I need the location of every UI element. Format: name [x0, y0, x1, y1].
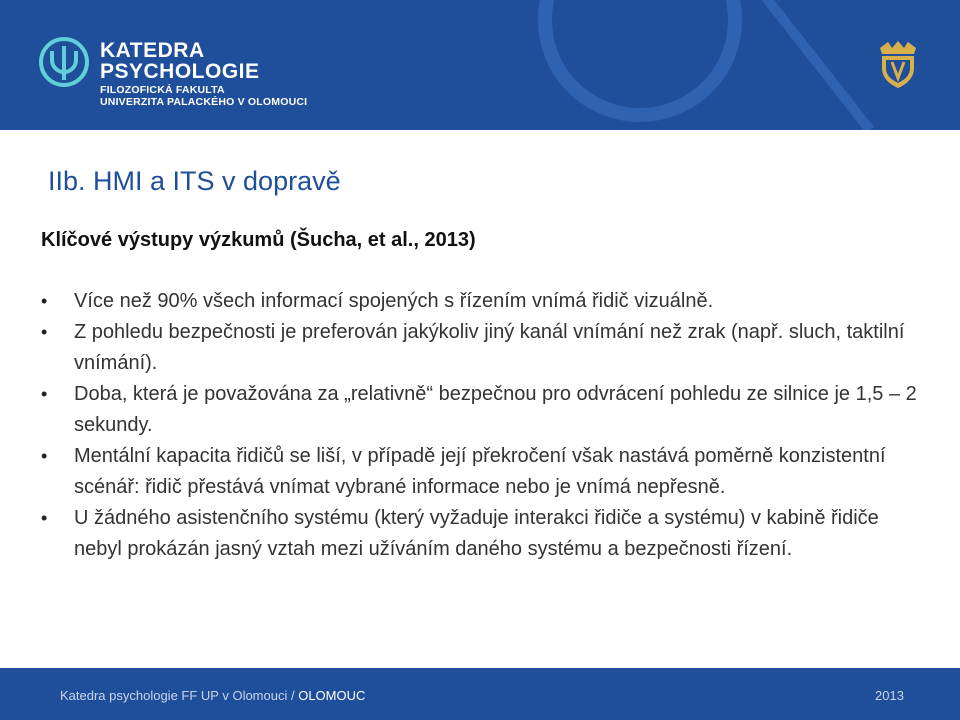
- footer-credit: [60, 688, 365, 704]
- brand-line-2: PSYCHOLOGIE: [100, 60, 260, 83]
- bullet-text: Doba, která je považována za „relativně“ bezpečnou pro odvrácení pohledu ze silnice je 1,5 – 2 sekundy.: [74, 383, 917, 436]
- bullet-item: [40, 503, 920, 565]
- slide-header: [0, 0, 960, 130]
- bullet-dot-icon: •: [41, 384, 48, 404]
- bullet-text: Mentální kapacita řidičů se liší, v případě její překročení však nastává poměrně konzistentní scénář: řidič přestává vnímat vybrané informace nebo je vnímá nepřesně.: [74, 445, 886, 498]
- psi-logo-icon: [38, 36, 90, 88]
- brand-line-1: KATEDRA: [100, 39, 205, 62]
- slide-footer: [0, 668, 960, 720]
- bullet-item: [40, 441, 920, 503]
- footer-city: OLOMOUC: [298, 688, 366, 703]
- bullet-dot-icon: •: [41, 291, 48, 311]
- slide-title: IIb. HMI a ITS v dopravě: [48, 166, 341, 196]
- bullet-text: U žádného asistenčního systému (který vyžaduje interakci řidiče a systému) v kabině řidiče nebyl prokázán jasný vztah mezi užíváním daného systému a bezpečnosti řízení.: [74, 507, 879, 560]
- bullet-text: Z pohledu bezpečnosti je preferován jakýkoliv jiný kanál vnímání než zrak (např. sluch, taktilní vnímání).: [74, 321, 905, 374]
- slide-subtitle: Klíčové výstupy výzkumů (Šucha, et al., 2013): [41, 229, 476, 251]
- footer-year: 2013: [875, 688, 904, 703]
- bullet-dot-icon: •: [41, 508, 48, 528]
- bullet-item: [40, 286, 920, 317]
- bullet-item: [40, 317, 920, 379]
- bullet-text: Více než 90% všech informací spojených s řízením vnímá řidič vizuálně.: [74, 290, 714, 312]
- university-crest-icon: [874, 38, 922, 90]
- footer-credit-text: Katedra psychologie FF UP v Olomouci /: [60, 688, 299, 703]
- bullet-dot-icon: •: [41, 446, 48, 466]
- brand-line-4: UNIVERZITA PALACKÉHO V OLOMOUCI: [100, 96, 308, 108]
- bullet-list: [40, 286, 920, 565]
- brand-line-3: FILOZOFICKÁ FAKULTA: [100, 84, 225, 96]
- bullet-item: [40, 379, 920, 441]
- bullet-dot-icon: •: [41, 322, 48, 342]
